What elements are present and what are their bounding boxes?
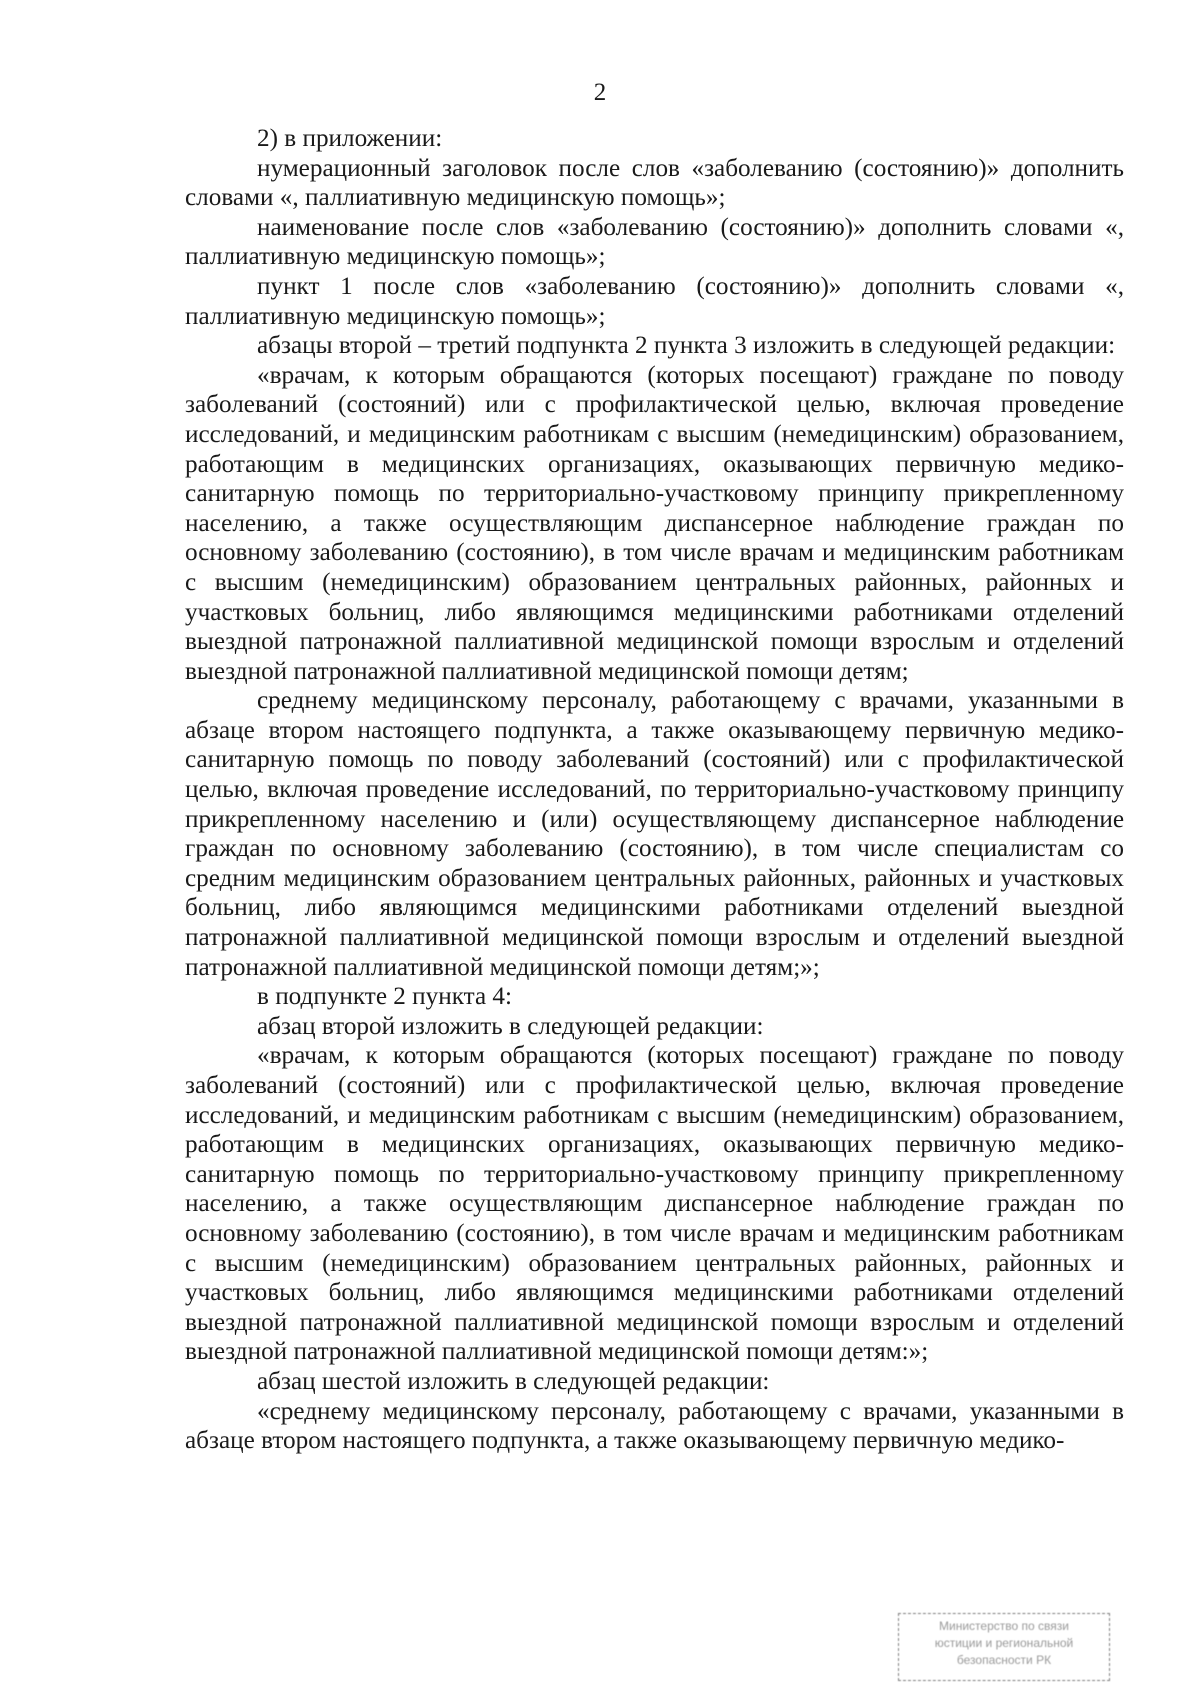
document-body <box>185 124 1124 1456</box>
paragraph: в подпункте 2 пункта 4: <box>257 983 513 1011</box>
paragraph: абзац шестой изложить в следующей редакции: <box>257 1367 770 1395</box>
paragraph: наименование после слов «заболеванию (состоянию)» дополнить словами «, паллиативную медицинскую помощь»; <box>185 213 1124 271</box>
stamp-line: безопасности РК <box>956 1653 1052 1667</box>
stamp-line: юстиции и региональной <box>934 1636 1074 1650</box>
registration-stamp <box>898 1613 1110 1681</box>
paragraph: «врачам, к которым обращаются (которых посещают) граждане по поводу заболеваний (состояний) или с профилактической целью, включая проведение исследований, и медицинским работникам с высшим (немедицинским) образованием, работающим в медицинских организациях, оказывающих первичную медико-санитарную помощь по территориально-участковому принципу прикрепленному населению, а также осуществляющим диспансерное наблюдение граждан по основному заболеванию (состоянию), в том числе врачам и медицинским работникам с высшим (немедицинским) образованием центральных районных, районных и участковых больниц, либо являющимся медицинскими работниками отделений выездной патронажной паллиативной медицинской помощи взрослым и отделений выездной патронажной паллиативной медицинской помощи детям; <box>185 361 1124 685</box>
paragraph: абзац второй изложить в следующей редакции: <box>257 1012 764 1040</box>
paragraph: среднему медицинскому персоналу, работающему с врачами, указанными в абзаце втором настоящего подпункта, а также оказывающему первичную медико-санитарную помощь по поводу заболеваний (состояний) или с профилактической целью, включая проведение исследований, по территориально-участковому принципу прикрепленному населению и (или) осуществляющему диспансерное наблюдение граждан по основному заболеванию (состоянию), в том числе специалистам со средним медицинским образованием центральных районных, районных и участковых больниц, либо являющимся медицинскими работниками отделений выездной патронажной паллиативной медицинской помощи взрослым и отделений выездной патронажной паллиативной медицинской помощи детям;»; <box>185 687 1124 981</box>
paragraph: нумерационный заголовок после слов «заболеванию (состоянию)» дополнить словами «, паллиативную медицинскую помощь»; <box>185 154 1124 212</box>
paragraph: «врачам, к которым обращаются (которых посещают) граждане по поводу заболеваний (состояний) или с профилактической целью, включая проведение исследований, и медицинским работникам с высшим (немедицинским) образованием, работающим в медицинских организациях, оказывающих первичную медико-санитарную помощь по территориально-участковому принципу прикрепленному населению, а также осуществляющим диспансерное наблюдение граждан по основному заболеванию (состоянию), в том числе врачам и медицинским работникам с высшим (немедицинским) образованием центральных районных, районных и участковых больниц, либо являющимся медицинскими работниками отделений выездной патронажной паллиативной медицинской помощи взрослым и отделений выездной патронажной паллиативной медицинской помощи детям:»; <box>185 1042 1124 1366</box>
stamp-line: Министерство по связи <box>939 1619 1069 1633</box>
paragraph: 2) в приложении: <box>257 125 443 152</box>
page-number: 2 <box>593 79 607 106</box>
paragraph: пункт 1 после слов «заболеванию (состоянию)» дополнить словами «, паллиативную медицинскую помощь»; <box>185 272 1124 330</box>
paragraph: абзацы второй – третий подпункта 2 пункта 3 изложить в следующей редакции: <box>257 332 1116 360</box>
paragraph: «среднему медицинскому персоналу, работающему с врачами, указанными в абзаце втором настоящего подпункта, а также оказывающему первичную медико- <box>185 1397 1124 1455</box>
